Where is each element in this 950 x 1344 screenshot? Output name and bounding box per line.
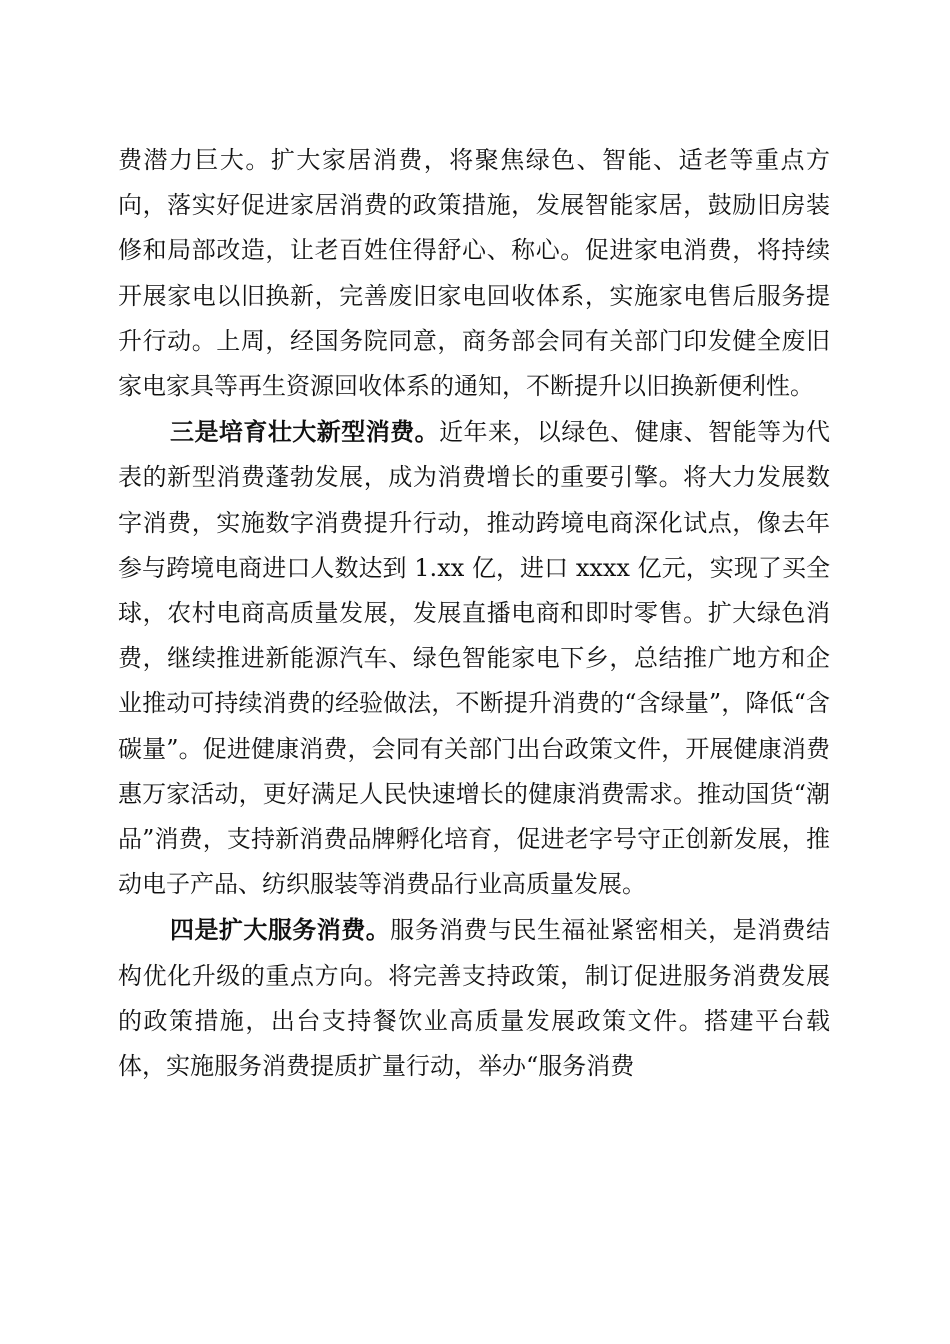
paragraph-continuation: [118, 138, 830, 409]
paragraph-service-consumption: [118, 907, 830, 1089]
paragraph-heading: 三是培育壮大新型消费。: [170, 417, 440, 447]
body-text: [118, 138, 830, 1089]
paragraph-text: 近年来，以绿色、健康、智能等为代表的新型消费蓬勃发展，成为消费增长的重要引擎。将大力发展数字消费，实施数字消费提升行动，推动跨境电商深化试点，像去年参与跨境电商进口人数达到 1.xx 亿，进口 xxxx 亿元，实现了买全球，农村电商高质量发展，发展直播电商和即时零售。扩大绿色消费，继续推进新能源汽车、绿色智能家电下乡，总结推广地方和企业推动可持续消费的经验做法，不断提升消费的“含绿量”，降低“含碳量”。促进健康消费，会同有关部门出台政策文件，开展健康消费惠万家活动，更好满足人民快速增长的健康消费需求。推动国货“潮品”消费，支持新消费品牌孵化培育，促进老字号守正创新发展，推动电子产品、纺织服装等消费品行业高质量发展。: [118, 418, 831, 899]
paragraph-heading: 四是扩大服务消费。: [170, 915, 391, 945]
paragraph-new-consumption: [118, 409, 830, 907]
paragraph-text: 费潜力巨大。扩大家居消费，将聚焦绿色、智能、适老等重点方向，落实好促进家居消费的政策措施，发展智能家居，鼓励旧房装修和局部改造，让老百姓住得舒心、称心。促进家电消费，将持续开展家电以旧换新，完善废旧家电回收体系，实施家电售后服务提升行动。上周，经国务院同意，商务部会同有关部门印发健全废旧家电家具等再生资源回收体系的通知，不断提升以旧换新便利性。: [118, 146, 830, 401]
paragraph-text: 服务消费与民生福祉紧密相关，是消费结构优化升级的重点方向。将完善支持政策，制订促进服务消费发展的政策措施，出台支持餐饮业高质量发展政策文件。搭建平台载体，实施服务消费提质扩量行动，举办“服务消费: [118, 916, 831, 1081]
